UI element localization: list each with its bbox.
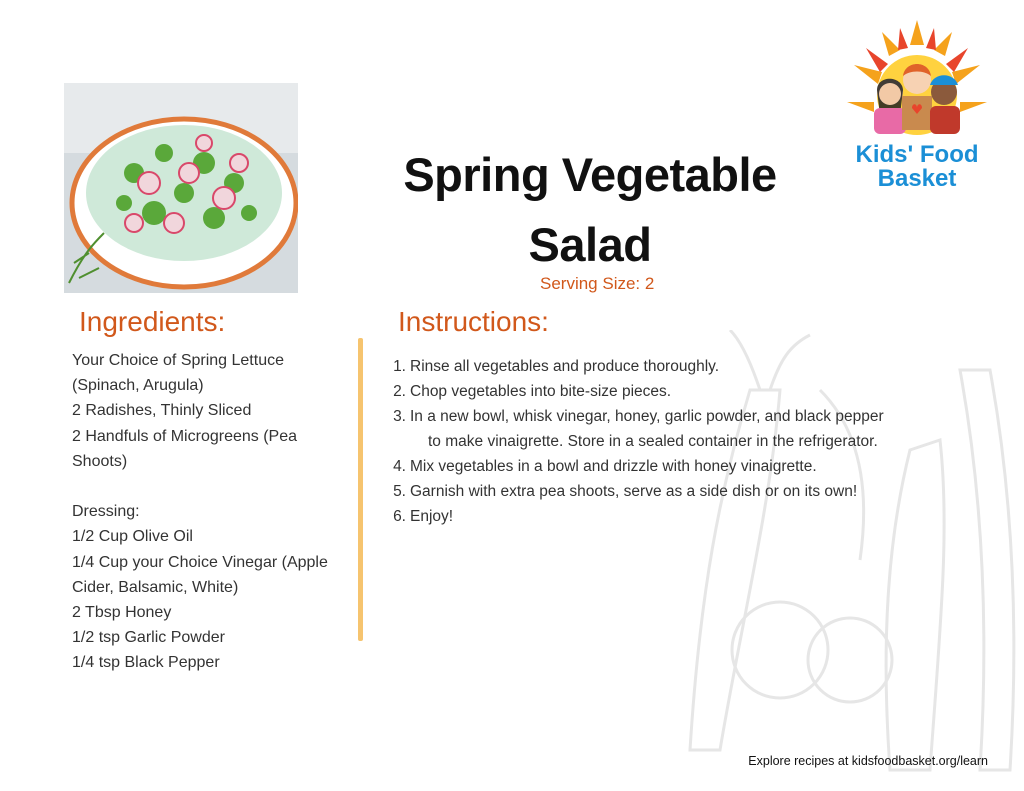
step-number: 5.: [393, 483, 406, 500]
serving-size: Serving Size: 2: [540, 274, 655, 293]
ingredient-line: Dressing:: [72, 503, 140, 521]
step-number: 6.: [393, 508, 406, 525]
step-number: 4.: [393, 458, 406, 475]
salad-photo: [64, 83, 298, 293]
step-text: Rinse all vegetables and produce thoroughly.: [410, 358, 720, 375]
ingredients-list: [72, 348, 362, 676]
ingredient-line: 1/2 tsp Garlic Powder: [72, 629, 225, 647]
ingredient-line: 1/4 tsp Black Pepper: [72, 654, 220, 672]
step-number: 1.: [393, 358, 406, 375]
kids-food-basket-logo: [842, 20, 992, 195]
instructions-list: [388, 354, 948, 529]
instruction-step: [388, 479, 948, 504]
logo-text-line2: Basket: [877, 165, 957, 192]
step-text-continued: to make vinaigrette. Store in a sealed container in the refrigerator.: [428, 433, 878, 450]
column-divider: [358, 338, 363, 641]
step-text: In a new bowl, whisk vinegar, honey, garlic powder, and black pepper: [410, 408, 884, 425]
instruction-step: [388, 404, 948, 454]
ingredient-line: Cider, Balsamic, White): [72, 578, 239, 596]
logo-text-line1: Kids' Food: [855, 141, 979, 168]
recipe-title-line2: Salad: [528, 218, 652, 271]
step-number: 2.: [393, 383, 406, 400]
ingredient-line: (Spinach, Arugula): [72, 377, 204, 395]
step-text: Mix vegetables in a bowl and drizzle with honey vinaigrette.: [410, 458, 817, 475]
instruction-step: [388, 354, 948, 379]
ingredient-line: 2 Handfuls of Microgreens (Pea: [72, 427, 297, 445]
ingredient-line: Shoots): [72, 452, 128, 470]
ingredient-line: 1/4 Cup your Choice Vinegar (Apple: [72, 553, 328, 571]
ingredients-heading: Ingredients:: [79, 306, 226, 337]
ingredient-line: Your Choice of Spring Lettuce: [72, 352, 284, 369]
recipe-title: [380, 140, 800, 280]
step-number: 3.: [393, 408, 406, 425]
step-text: Chop vegetables into bite-size pieces.: [410, 383, 672, 400]
ingredient-line: 2 Tbsp Honey: [72, 604, 172, 622]
step-text: Enjoy!: [410, 508, 454, 525]
recipe-title-line1: Spring Vegetable: [403, 148, 777, 201]
ingredient-spacer: [72, 474, 362, 499]
footer-link-text: Explore recipes at kidsfoodbasket.org/learn: [748, 754, 988, 768]
instruction-step: [388, 454, 948, 479]
instruction-step: [388, 504, 948, 529]
instruction-step: [388, 379, 948, 404]
ingredient-line: 2 Radishes, Thinly Sliced: [72, 402, 252, 420]
ingredient-line: 1/2 Cup Olive Oil: [72, 528, 193, 546]
step-text: Garnish with extra pea shoots, serve as a side dish or on its own!: [410, 483, 858, 500]
instructions-heading: Instructions:: [398, 306, 549, 337]
